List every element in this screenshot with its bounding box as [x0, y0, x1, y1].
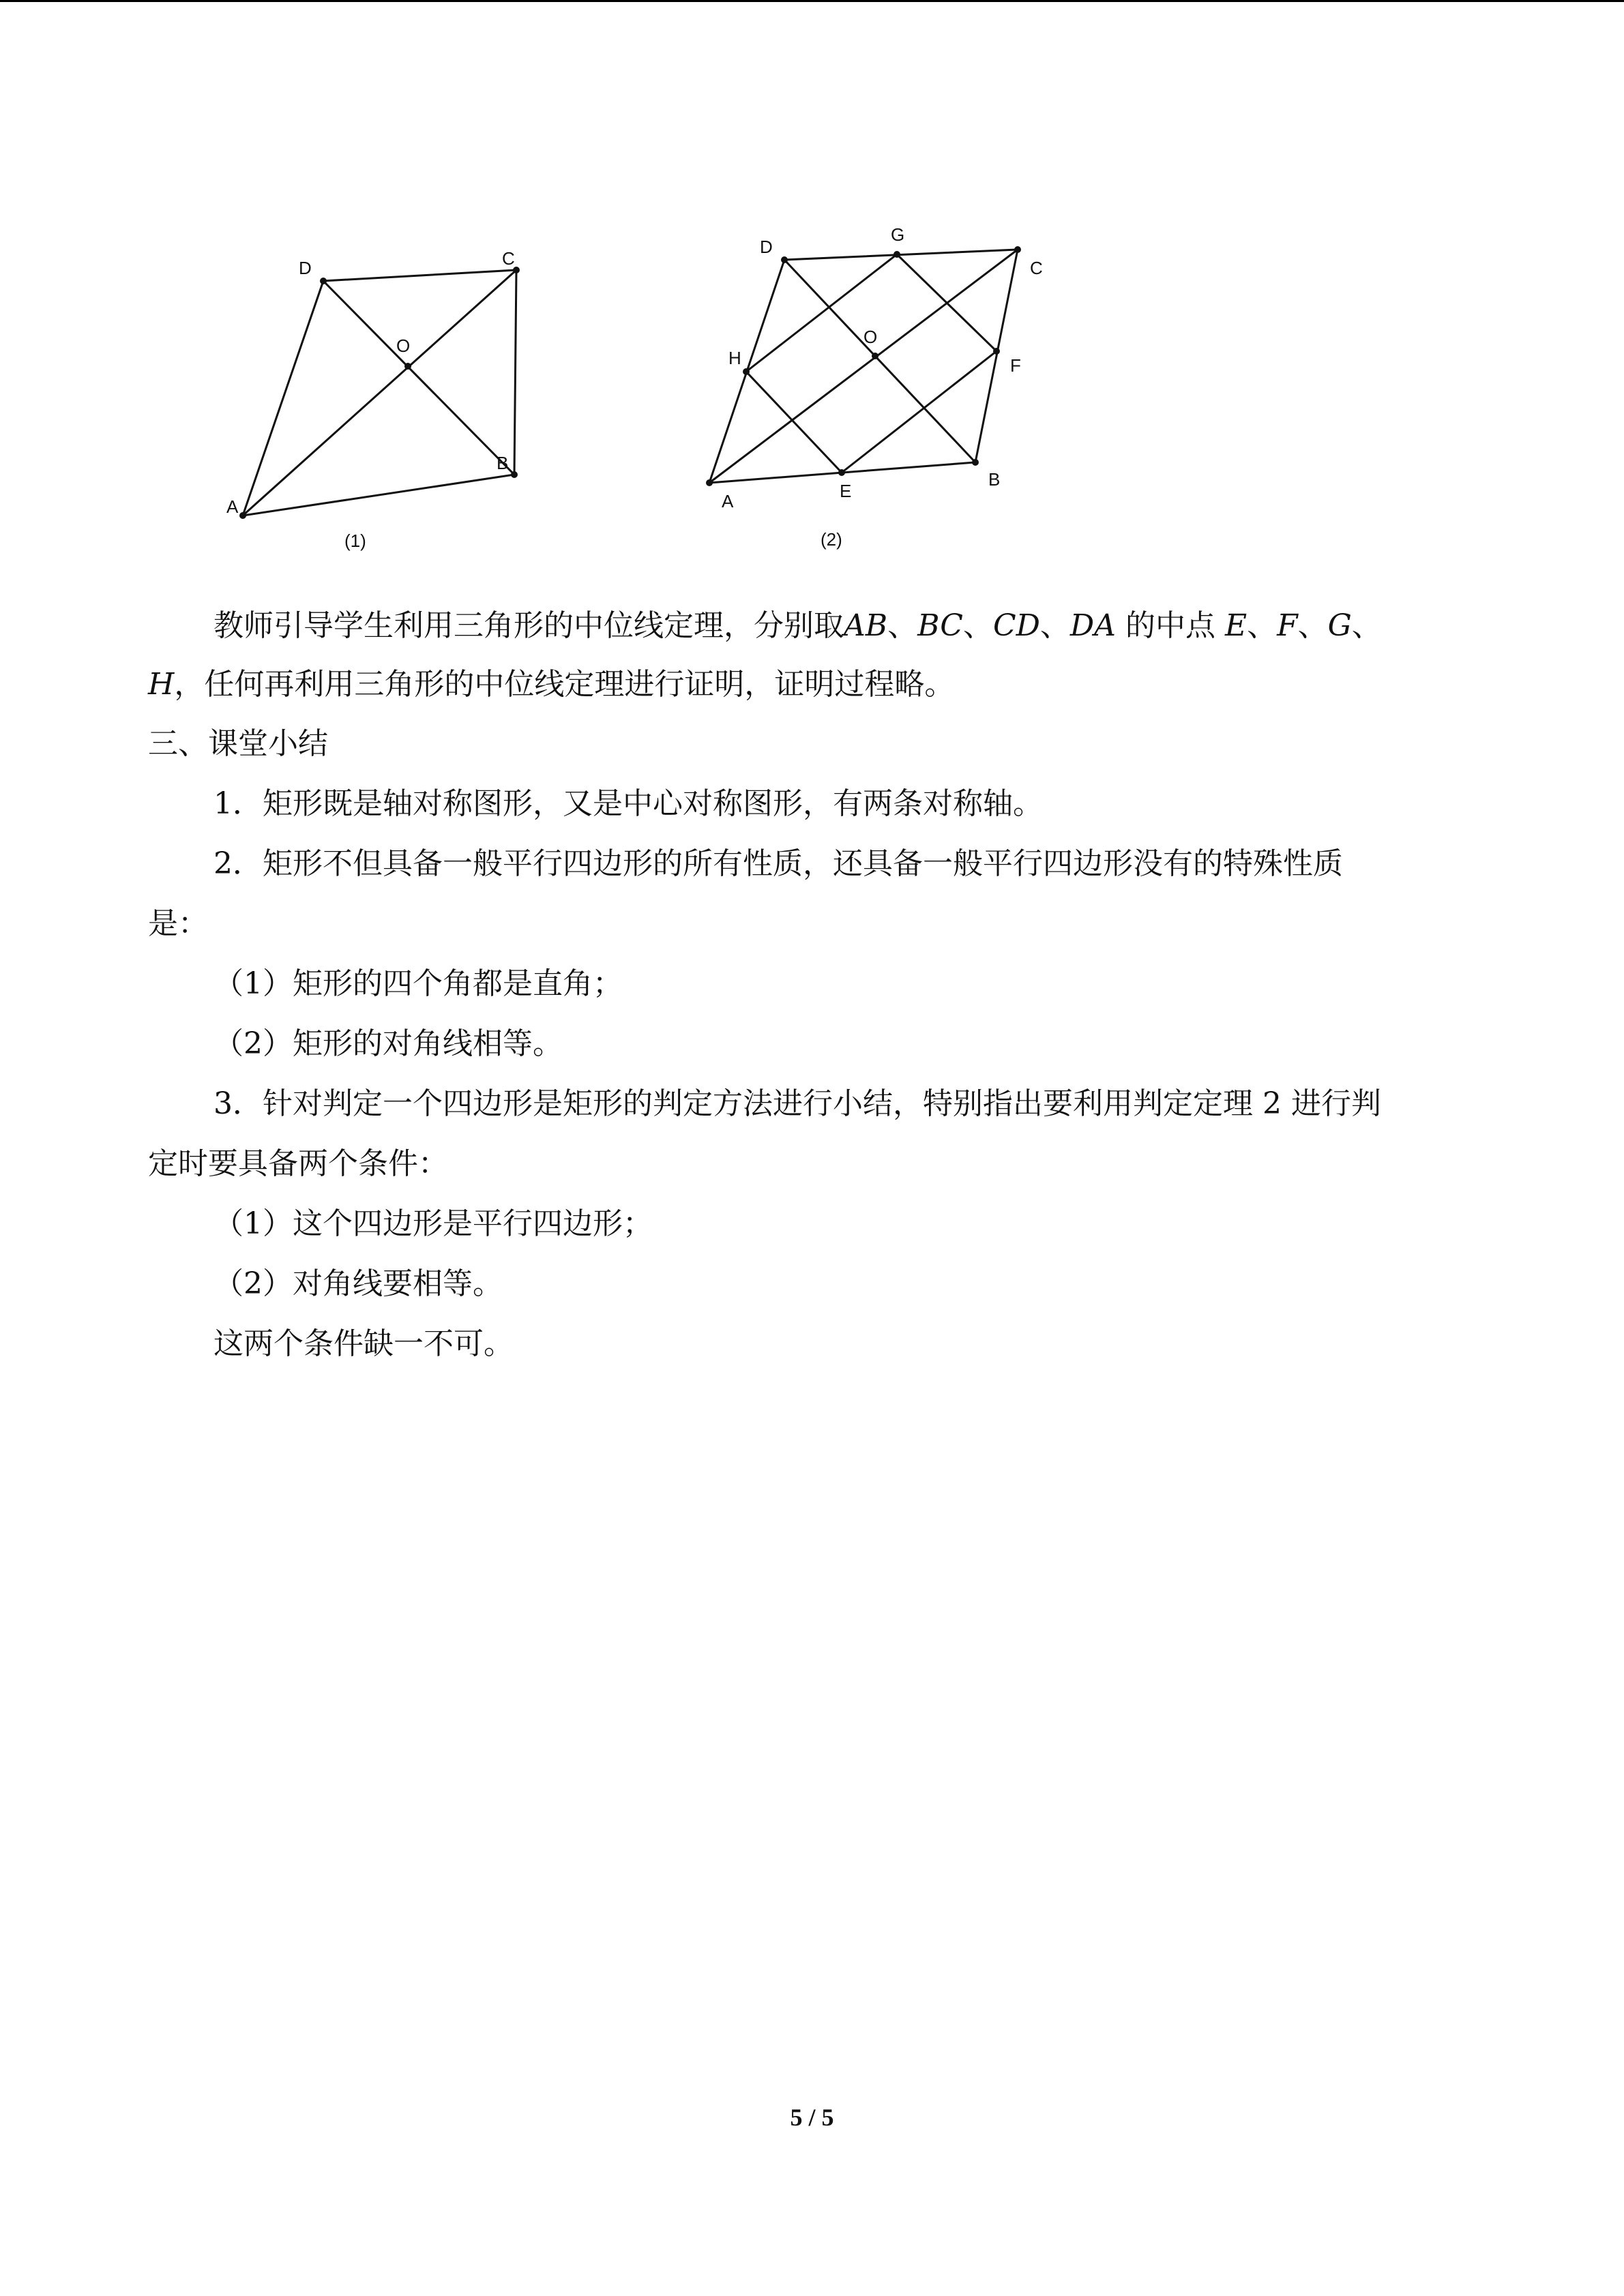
summary-item-1: 1．矩形既是轴对称图形，又是中心对称图形，有两条对称轴。: [213, 786, 1043, 821]
page-number: 5 / 5: [790, 2104, 834, 2131]
label-b: B: [497, 453, 509, 473]
summary-item-2-sub1: （1）矩形的四个角都是直角；: [213, 966, 623, 1001]
diagonal-ac: [709, 250, 1018, 483]
point-e: [838, 469, 845, 476]
point-h: [743, 368, 750, 375]
summary-conclusion: 这两个条件缺一不可。: [213, 1326, 514, 1361]
segment-da: DA: [1069, 608, 1116, 643]
label-b: B: [988, 469, 1001, 490]
point-g-name: G: [1327, 608, 1352, 643]
separator: 、: [1039, 608, 1070, 643]
point-g: [894, 251, 900, 258]
quadrilateral-efgh: [746, 254, 996, 473]
separator: 、: [1351, 608, 1382, 643]
point-d: [320, 278, 327, 284]
label-e: E: [840, 481, 852, 501]
point-a: [706, 479, 713, 486]
summary-item-3-line2: 定时要具备两个条件：: [148, 1146, 448, 1181]
point-b: [972, 459, 979, 466]
label-g: G: [891, 224, 905, 245]
segment-ab: AB: [844, 608, 888, 643]
label-o: O: [396, 336, 411, 356]
summary-item-3-sub1: （1）这个四边形是平行四边形；: [213, 1206, 653, 1241]
label-a: A: [226, 496, 239, 517]
separator: 、: [1297, 608, 1328, 643]
segment-bc: BC: [917, 608, 963, 643]
summary-item-3-line1: 3．针对判定一个四边形是矩形的判定方法进行小结，特别指出要利用判定定理 2 进行判: [213, 1086, 1381, 1121]
caption-2: (2): [821, 529, 842, 550]
label-c: C: [502, 248, 515, 269]
point-d: [781, 256, 788, 263]
diagonal-bd: [784, 260, 975, 462]
point-h-name: H: [148, 667, 175, 702]
para1-text-mid: 的中点: [1115, 608, 1225, 643]
point-o: [404, 363, 411, 370]
summary-item-3-sub2: （2）对角线要相等。: [213, 1266, 503, 1301]
figure-2: [682, 218, 1078, 559]
para1-text-end: ，任何再利用三角形的中位线定理进行证明，证明过程略。: [174, 667, 955, 702]
point-f: [993, 348, 1000, 355]
summary-item-2-line2: 是：: [148, 906, 208, 941]
summary-item-2-line1: 2．矩形不但具备一般平行四边形的所有性质，还具备一般平行四边形没有的特殊性质: [213, 846, 1343, 881]
para1-line2: [148, 664, 954, 705]
separator: 、: [962, 608, 993, 643]
label-d: D: [760, 237, 773, 257]
point-a: [239, 512, 246, 519]
point-e-name: E: [1224, 608, 1247, 643]
diagonal-bd: [323, 281, 514, 475]
point-o: [872, 353, 879, 359]
label-h: H: [728, 348, 741, 368]
caption-1: (1): [344, 531, 366, 551]
separator: 、: [1247, 608, 1278, 643]
label-f: F: [1010, 355, 1021, 376]
figure-1-diagram: [218, 239, 546, 559]
separator: 、: [887, 608, 918, 643]
para1-text-start: 教师引导学生利用三角形的中位线定理，分别取: [213, 608, 844, 643]
label-a: A: [722, 491, 734, 511]
label-d: D: [299, 258, 312, 278]
point-f-name: F: [1277, 608, 1298, 643]
point-c: [1014, 246, 1021, 253]
label-c: C: [1030, 258, 1043, 278]
figure-2-diagram: [682, 218, 1078, 559]
summary-item-2-sub2: （2）矩形的对角线相等。: [213, 1026, 563, 1061]
point-b: [511, 471, 518, 478]
label-o: O: [863, 327, 878, 347]
para1-line1: [213, 606, 1382, 646]
section-heading: 三、课堂小结: [148, 726, 328, 761]
segment-cd: CD: [992, 608, 1040, 643]
figure-1: [218, 239, 546, 559]
diagonal-ac: [243, 270, 516, 516]
top-border: [0, 0, 1624, 2]
